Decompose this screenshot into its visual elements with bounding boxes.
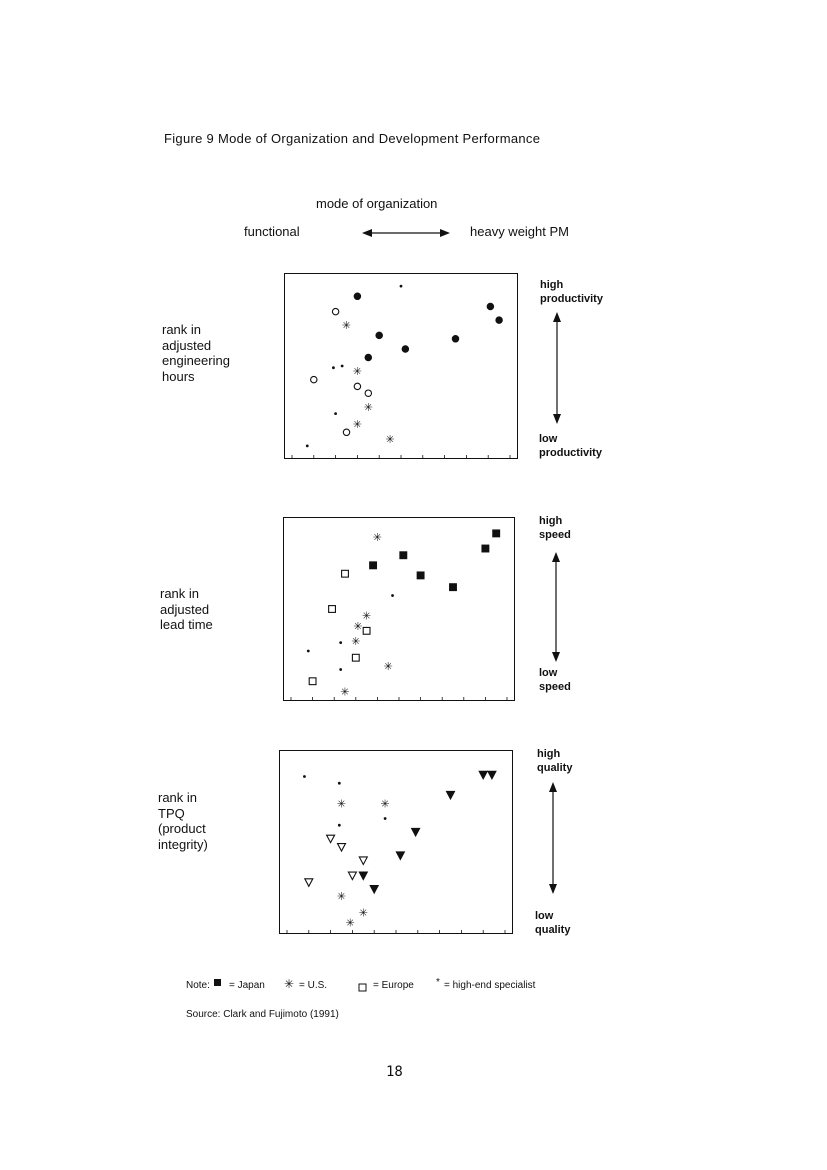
- data-point-japan: [400, 552, 407, 559]
- data-point-japan: [396, 852, 404, 860]
- axis-header-label: mode of organization: [316, 196, 438, 211]
- data-point-japan: [493, 530, 500, 537]
- double-arrow-icon: [360, 226, 452, 240]
- data-point-u-s: ✳: [383, 660, 393, 674]
- data-point-japan: [450, 584, 457, 591]
- data-point-u-s: ✳: [353, 619, 363, 633]
- europe-marker-icon: [358, 983, 368, 993]
- data-point-europe: [332, 308, 338, 314]
- data-point-u-s: ✳: [345, 916, 355, 930]
- data-point-high-end-specialist: [384, 817, 387, 820]
- data-point-high-end-specialist: [307, 650, 310, 653]
- data-point-europe: [343, 429, 349, 435]
- data-point-u-s: ✳: [380, 797, 390, 811]
- data-point-europe: [329, 606, 336, 613]
- data-point-japan: [479, 771, 487, 779]
- source-line: Source: Clark and Fujimoto (1991): [186, 1009, 339, 1020]
- data-point-europe: [309, 678, 316, 685]
- data-point-japan: [482, 545, 489, 552]
- data-point-japan: [402, 346, 408, 352]
- data-point-high-end-specialist: [303, 775, 306, 778]
- high-speed-label: high speed: [539, 515, 571, 541]
- data-point-japan: [452, 336, 458, 342]
- data-point-japan: [370, 886, 378, 894]
- data-point-japan: [359, 872, 367, 880]
- data-point-u-s: ✳: [361, 609, 372, 623]
- data-point-europe: [311, 376, 317, 382]
- data-point-japan: [365, 354, 371, 360]
- japan-marker-icon: [213, 978, 223, 988]
- data-point-high-end-specialist: [400, 285, 403, 288]
- plot-lead-time: [283, 517, 515, 701]
- data-point-japan: [487, 303, 493, 309]
- data-point-japan: [447, 791, 455, 799]
- legend-europe: = Europe: [373, 980, 414, 991]
- data-point-high-end-specialist: [332, 366, 335, 369]
- data-point-u-s: ✳: [385, 433, 395, 447]
- data-point-europe: [305, 879, 313, 887]
- legend-japan: = Japan: [229, 980, 265, 991]
- legend-us: = U.S.: [299, 980, 328, 991]
- data-point-high-end-specialist: [334, 412, 337, 415]
- plot-frame: [280, 751, 513, 934]
- data-point-japan: [354, 293, 360, 299]
- vertical-double-arrow-icon: [546, 782, 560, 894]
- data-point-u-s: ✳: [358, 906, 368, 920]
- data-point-high-end-specialist: [338, 782, 341, 785]
- data-point-u-s: ✳: [341, 319, 352, 333]
- data-point-u-s: ✳: [336, 797, 347, 811]
- data-point-japan: [496, 317, 502, 323]
- figure-title: Figure 9 Mode of Organization and Development Performance: [164, 131, 541, 146]
- data-point-europe: [342, 570, 349, 577]
- plot-tpq: [279, 750, 513, 934]
- high-quality-label: high quality: [537, 748, 573, 774]
- axis-header-right-label: heavy weight PM: [470, 224, 569, 239]
- data-point-u-s: ✳: [351, 634, 361, 648]
- low-productivity-label: low productivity: [539, 433, 602, 459]
- data-point-europe: [354, 383, 360, 389]
- low-quality-label: low quality: [535, 910, 571, 936]
- data-point-u-s: ✳: [352, 417, 363, 431]
- data-point-japan: [370, 562, 377, 569]
- data-point-japan: [417, 572, 424, 579]
- data-point-u-s: ✳: [336, 889, 347, 903]
- data-point-europe: [365, 390, 371, 396]
- data-point-u-s: ✳: [363, 400, 373, 414]
- specialist-marker-icon: *: [436, 977, 440, 988]
- data-point-europe: [348, 872, 356, 880]
- row-label-lead-time: rank in adjusted lead time: [160, 586, 213, 632]
- data-point-high-end-specialist: [306, 445, 309, 448]
- legend-specialist: = high-end specialist: [444, 980, 536, 991]
- low-speed-label: low speed: [539, 667, 571, 693]
- row-label-tpq: rank in TPQ (product integrity): [158, 790, 208, 852]
- us-marker-icon: ✳: [284, 977, 295, 991]
- row-label-engineering-hours: rank in adjusted engineering hours: [162, 322, 230, 384]
- plot-frame: [284, 518, 515, 701]
- vertical-double-arrow-icon: [549, 552, 563, 662]
- data-point-japan: [412, 828, 420, 836]
- data-point-high-end-specialist: [339, 641, 342, 644]
- high-productivity-label: high productivity: [540, 279, 603, 305]
- data-point-high-end-specialist: [339, 668, 342, 671]
- vertical-double-arrow-icon: [550, 312, 564, 424]
- data-point-europe: [363, 627, 370, 634]
- data-point-europe: [352, 654, 359, 661]
- page-number: 18: [386, 1064, 403, 1080]
- data-point-u-s: ✳: [372, 530, 383, 544]
- note-prefix: Note:: [186, 980, 210, 991]
- data-point-u-s: ✳: [340, 685, 350, 699]
- plot-frame: [285, 274, 518, 459]
- axis-header-left-label: functional: [244, 224, 300, 239]
- data-point-japan: [488, 771, 496, 779]
- data-point-japan: [376, 332, 382, 338]
- data-point-europe: [327, 835, 335, 843]
- data-point-europe: [359, 857, 367, 865]
- data-point-europe: [338, 844, 346, 852]
- plot-engineering-hours: [284, 273, 518, 459]
- data-point-high-end-specialist: [341, 365, 344, 368]
- data-point-high-end-specialist: [338, 824, 341, 827]
- data-point-u-s: ✳: [352, 365, 363, 379]
- data-point-high-end-specialist: [391, 594, 394, 597]
